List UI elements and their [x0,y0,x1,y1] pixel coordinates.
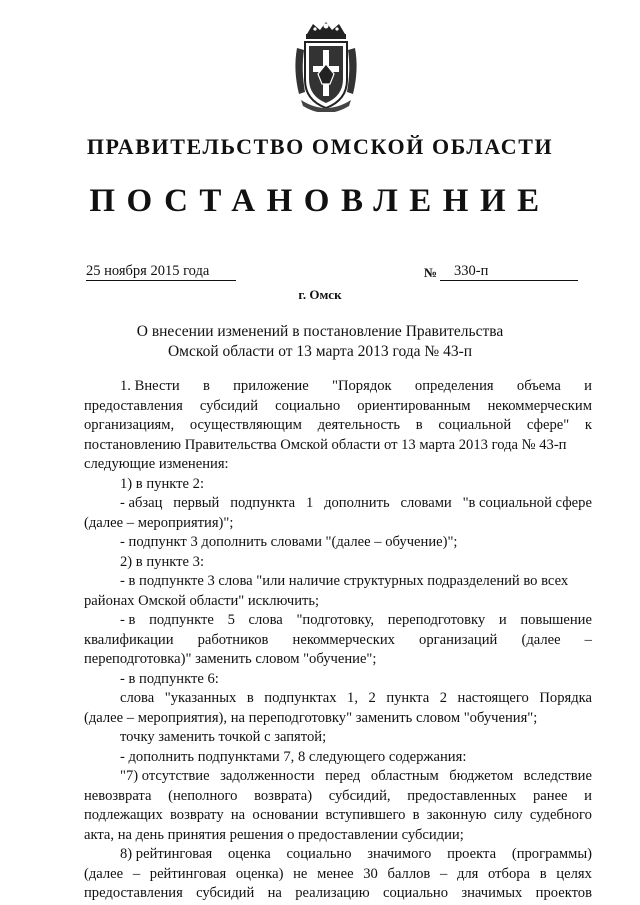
word: организаций [419,631,498,648]
word: некоммерческим [487,397,592,414]
word: и [498,612,507,628]
word: невозврата [84,787,152,804]
word: 1, [347,690,358,706]
word: 2 [439,690,447,706]
word: – [439,865,448,882]
word: субсидий [196,885,255,901]
word: задолженности [220,768,315,784]
word: переподготовку [387,612,486,628]
document-body [84,377,592,904]
word: ранее [532,787,568,804]
word: основании [252,807,319,823]
body-line: (далее – мероприятия)"; [84,514,234,531]
word: (далее [521,631,561,648]
body-line [84,767,592,787]
word: - абзац [120,495,163,511]
word: (неполного [168,787,238,804]
word: 5 [227,612,235,628]
word: подпунктах [264,690,337,706]
word: (далее [84,865,124,882]
word: на [267,885,282,901]
word: в [246,690,254,706]
word: социально [382,885,449,901]
body-line: - в подпункте 3 слова "или наличие структурных подразделений во всех [120,573,569,589]
document-title [0,322,640,362]
word: значимых [461,885,523,901]
word: в [539,865,547,882]
word: "в социальной сфере [462,495,592,511]
word: 1. Внести [120,378,180,394]
word: значимого [367,846,432,862]
word: силу [493,807,523,823]
word: социально [286,846,352,862]
word: не [293,865,308,882]
word: баллов [387,865,431,882]
word: дополнить [324,495,390,511]
word: первый [173,495,220,511]
body-line [84,494,592,514]
body-line: 1) в пункте 2: [120,475,205,492]
word: подлежащих [84,807,163,823]
word: оценка [227,846,271,862]
word: предоставления [84,885,183,901]
word: 2 [368,690,376,706]
word: субсидий [199,397,259,414]
body-line: постановлению Правительства Омской области от 13 марта 2013 года № 43-п [84,436,567,453]
word: - в [120,612,136,628]
word: предоставления [84,397,183,414]
government-name: ПРАВИТЕЛЬСТВО ОМСКОЙ ОБЛАСТИ [86,134,554,159]
body-line: акта, на день принятия решения о предоставлении субсидии; [84,826,464,843]
word: (программы) [511,846,592,862]
word: судебного [529,807,592,823]
body-line: - в подпункте 6: [120,670,219,687]
word: слова [120,690,155,706]
word: пункта [386,690,430,706]
word: проекта [447,846,497,862]
body-line [84,689,592,709]
body-line: 2) в пункте 3: [120,553,205,570]
body-line [84,845,592,865]
word: осуществляющим [189,417,302,433]
body-line [84,397,592,417]
body-line [84,884,592,904]
word: определения [414,378,494,394]
word: оценка) [235,865,284,882]
word: менее [317,865,354,882]
body-line [84,631,592,651]
word: слова [248,612,283,628]
word: сфере" [526,417,570,433]
word: – [584,631,592,648]
word: в [412,807,420,823]
body-line [84,611,592,631]
word: настоящего [457,690,529,706]
body-line [84,787,592,807]
word: в [415,417,423,433]
word: 1 [305,495,314,511]
word: повышение [520,612,592,628]
word: работников [197,631,269,648]
word: перед [325,768,361,784]
word: проектов [535,885,592,901]
word: вследствие [523,768,592,784]
word: предоставленных [407,787,517,804]
coat-of-arms-emblem [293,20,359,112]
word: деятельность [317,417,400,433]
word: рейтинговая [149,865,227,882]
word: социально [275,397,341,414]
body-line: - дополнить подпунктами 7, 8 следующего содержания: [120,748,467,765]
word: словами [400,495,452,511]
body-line: районах Омской области" исключить; [84,592,320,609]
word: целях [556,865,592,882]
body-line: (далее – мероприятия), на переподготовку" заменить словом "обучения"; [84,709,538,726]
word: и [584,378,592,394]
word: организациям, [84,417,175,433]
word: областным [370,768,439,784]
number-label: № [424,265,438,280]
body-line [84,865,592,885]
word: "подготовку, [296,612,375,628]
word: на [230,807,246,823]
body-line [84,806,592,826]
word: ориентированным [357,397,471,414]
word: 30 [363,865,378,882]
body-line: следующие изменения: [84,456,229,472]
word: для [456,865,479,882]
body-line: - подпункт 3 дополнить словами "(далее – обучение)"; [120,534,458,550]
word: объема [516,378,561,394]
word: "указанных [164,690,237,706]
word: законную [426,807,487,823]
word: 8) рейтинговая [120,846,213,862]
body-line [84,416,592,436]
word: и [584,787,592,804]
word: субсидий, [328,787,391,804]
word: подпункте [149,612,214,628]
word: – [132,865,141,882]
title-line: О внесении изменений в постановление Правительства [136,323,504,340]
word: приложение [233,378,309,394]
word: бюджетом [449,768,514,784]
body-line: переподготовка)" заменить словом "обучение"; [84,651,377,667]
document-city: г. Омск [298,287,342,302]
word: вступившего [325,807,406,823]
document-date: 25 ноября 2015 года [86,262,236,281]
body-line: точку заменить точкой с запятой; [120,729,327,745]
word: подпункта [230,495,296,511]
word: квалификации [84,631,174,648]
word: "Порядок [332,378,392,394]
word: "7) отсутствие [120,768,210,784]
word: некоммерческих [292,631,395,648]
word: в [202,378,210,394]
word: социальной [438,417,512,433]
document-type: ПОСТАНОВЛЕНИЕ [89,183,551,219]
word: возврата) [254,787,313,804]
word: отбора [488,865,531,882]
word: возврату [170,807,224,823]
word: к [584,417,592,433]
word: реализацию [295,885,370,901]
body-line [84,377,592,397]
document-number: 330-п [440,262,578,281]
word: Порядка [539,690,592,706]
title-line: Омской области от 13 марта 2013 года № 43-п [167,343,473,360]
